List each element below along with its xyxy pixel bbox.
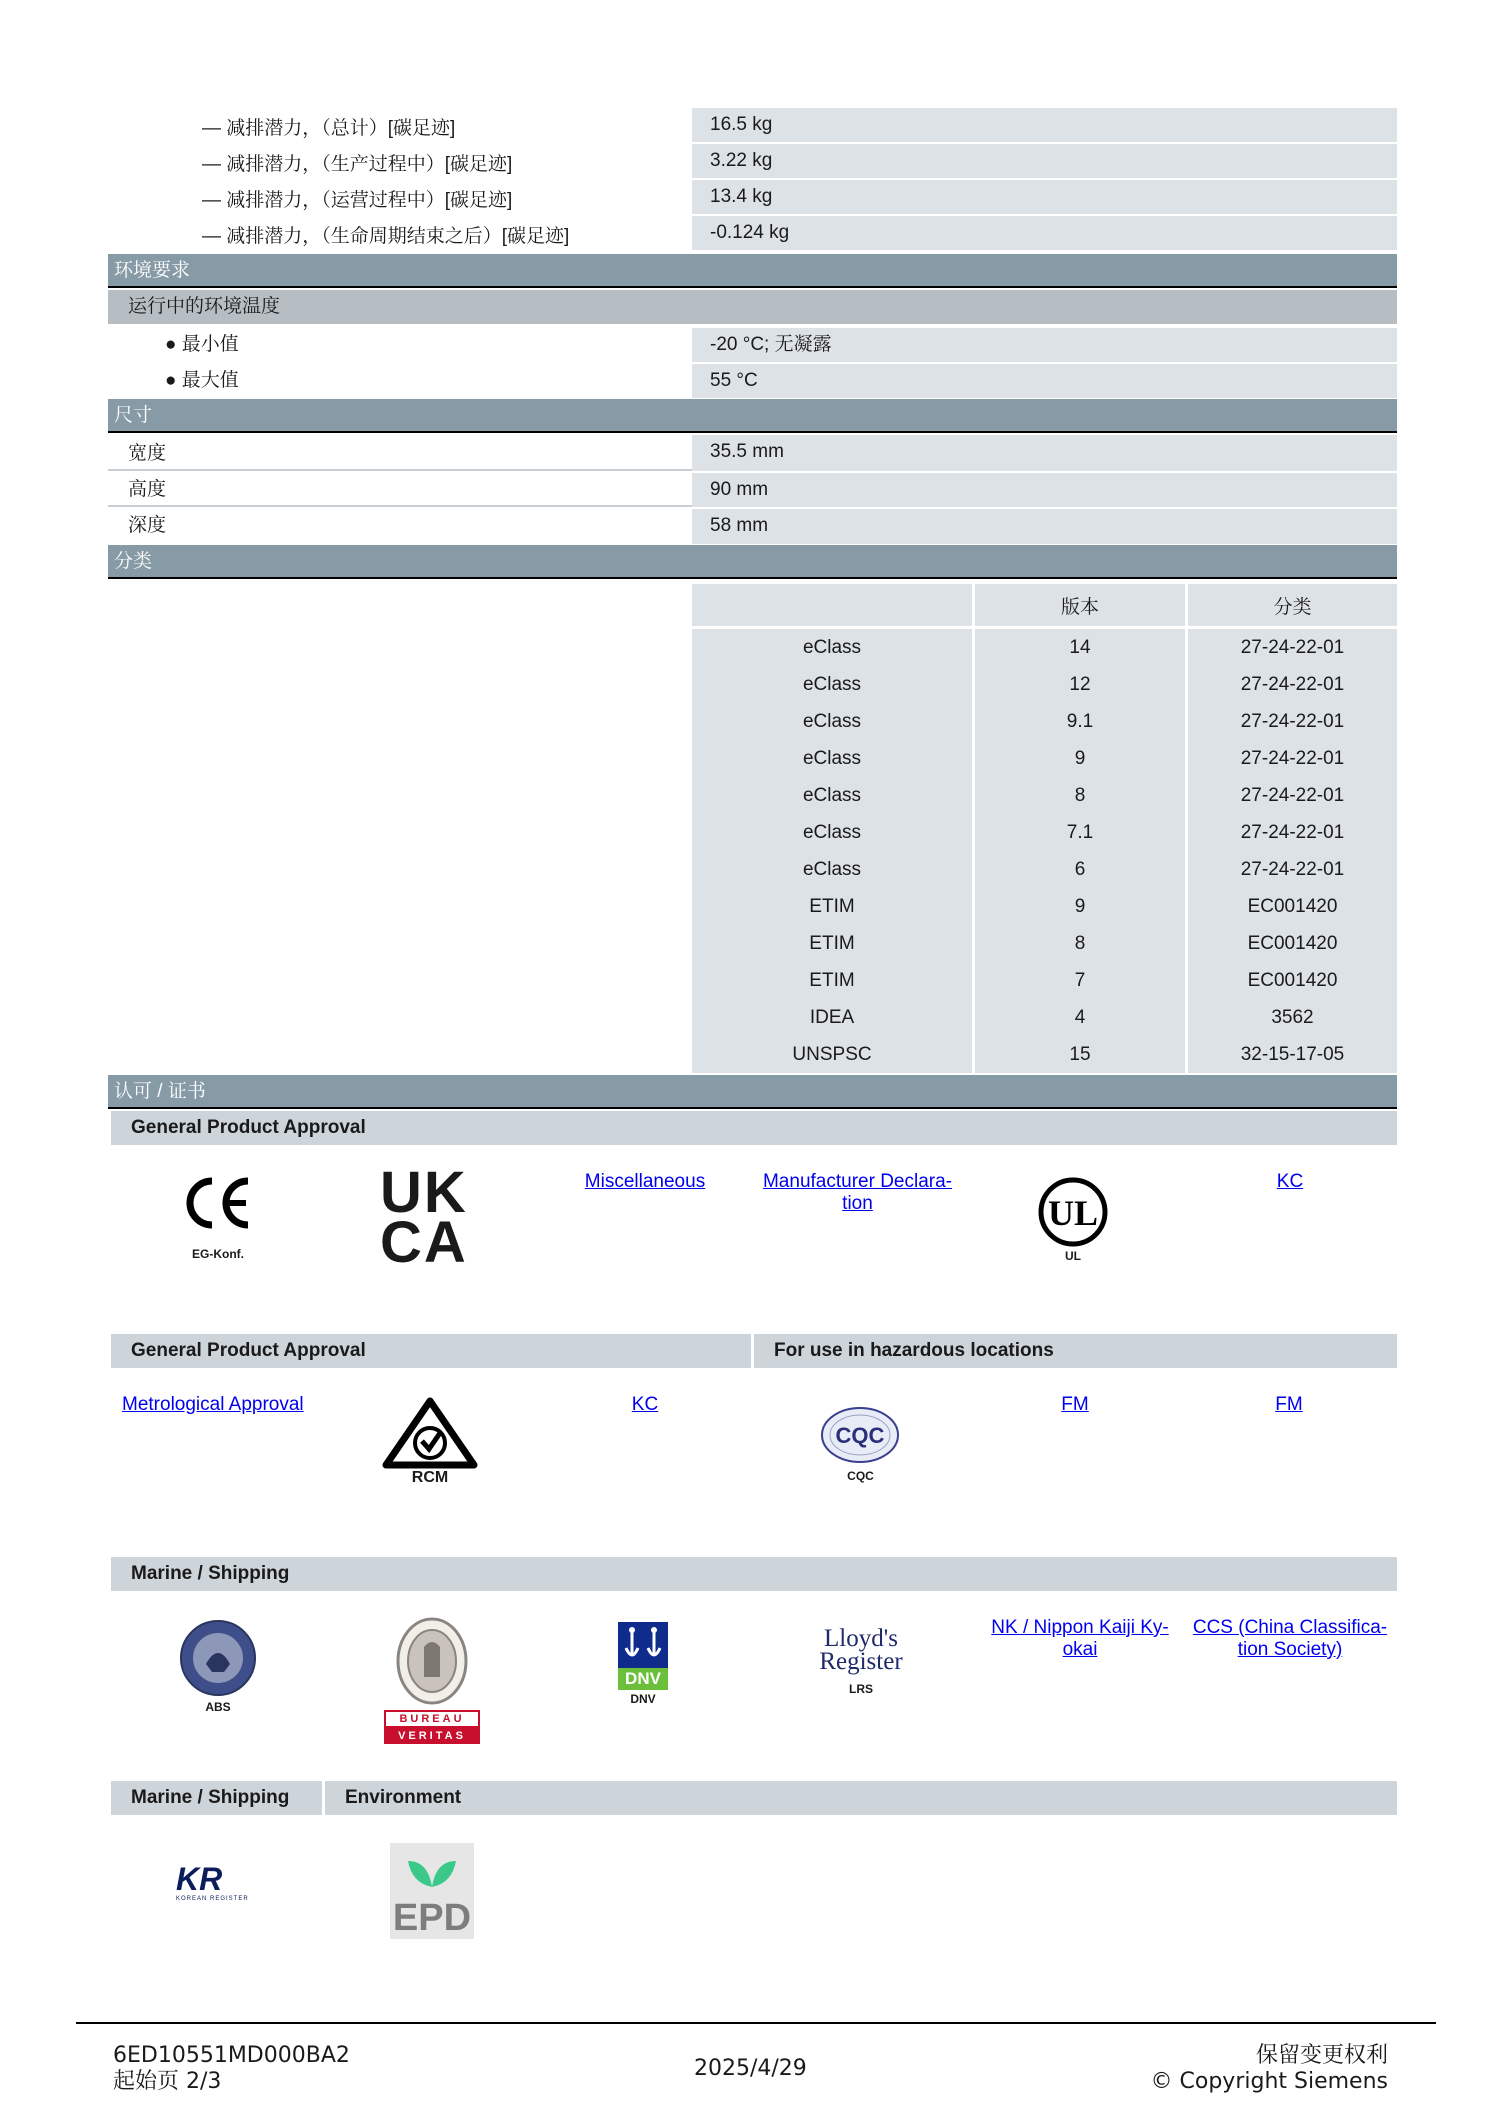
dims-height-value: 90 mm xyxy=(692,473,1397,507)
classification-standard: ETIM xyxy=(692,962,974,999)
classification-code: 32-15-17-05 xyxy=(1187,1036,1398,1073)
classification-standard: eClass xyxy=(692,628,974,667)
env-temp-subtitle: 运行中的环境温度 xyxy=(108,290,1397,324)
classification-version: 12 xyxy=(974,666,1187,703)
classification-table xyxy=(692,584,1397,1073)
classification-version: 8 xyxy=(974,925,1187,962)
classification-version: 9 xyxy=(974,888,1187,925)
classification-version: 4 xyxy=(974,999,1187,1036)
classification-code: 27-24-22-01 xyxy=(1187,666,1398,703)
fm-link-1[interactable]: FM xyxy=(1061,1394,1089,1415)
epd-leaf-icon xyxy=(390,1843,474,1893)
dnv-caption: DNV xyxy=(630,1692,656,1706)
nk-link-line-2: okai xyxy=(1062,1639,1098,1660)
nk-link-line-1: NK / Nippon Kaiji Ky- xyxy=(991,1617,1169,1638)
classification-version: 9.1 xyxy=(974,703,1187,740)
carbon-eol-label: — 减排潜力，（生命周期结束之后）[碳足迹] xyxy=(202,226,570,247)
carbon-operation-label: — 减排潜力，（运营过程中）[碳足迹] xyxy=(202,190,513,211)
bureau-veritas-seal-icon xyxy=(384,1617,480,1705)
footer-product-code: 6ED10551MD000BA2 xyxy=(113,2043,350,2068)
carbon-total-value: 16.5 kg xyxy=(692,108,1397,142)
ul-logo xyxy=(1033,1175,1113,1263)
ul-icon xyxy=(1033,1175,1113,1255)
carbon-eol-value: -0.124 kg xyxy=(692,216,1397,250)
classification-code: 27-24-22-01 xyxy=(1187,851,1398,888)
rcm-logo xyxy=(378,1395,482,1486)
classification-standard: eClass xyxy=(692,851,974,888)
dims-section-title: 尺寸 xyxy=(108,399,1397,433)
ukca-line-2: CA xyxy=(380,1210,468,1275)
classification-code: 27-24-22-01 xyxy=(1187,740,1398,777)
metrological-approval-link[interactable]: Metrological Approval xyxy=(122,1394,304,1415)
rcm-icon xyxy=(378,1395,482,1475)
miscellaneous-link[interactable]: Miscellaneous xyxy=(584,1171,706,1192)
approval-group-environment: Environment xyxy=(325,1781,1397,1815)
rcm-caption: RCM xyxy=(411,1469,449,1486)
dnv-wordmark: DNV xyxy=(618,1668,668,1690)
approvals-section-title: 认可 / 证书 xyxy=(108,1075,1397,1109)
col-header-version: 版本 xyxy=(974,584,1187,628)
ccs-link-line-2: tion Society) xyxy=(1237,1639,1343,1660)
bv-line-2: VERITAS xyxy=(384,1728,480,1744)
classification-header-row xyxy=(692,584,1397,628)
classification-code: 27-24-22-01 xyxy=(1187,777,1398,814)
approval-group-marine-2: Marine / Shipping xyxy=(111,1781,322,1815)
kc-link[interactable]: KC xyxy=(1276,1171,1304,1192)
dims-depth-value: 58 mm xyxy=(692,509,1397,544)
carbon-total-label: — 减排潜力，（总计）[碳足迹] xyxy=(202,118,456,139)
abs-seal-icon xyxy=(176,1620,260,1700)
classification-row xyxy=(692,851,1397,888)
kr-wordmark: KR xyxy=(176,1861,223,1897)
approval-group-general-1: General Product Approval xyxy=(111,1111,1397,1145)
carbon-production-label: — 减排潜力，（生产过程中）[碳足迹] xyxy=(202,154,513,175)
dnv-logo xyxy=(618,1622,674,1706)
dnv-anchor-icon xyxy=(618,1622,668,1668)
env-max-row xyxy=(165,364,239,398)
footer-page-number: 起始页 2/3 xyxy=(113,2069,222,2094)
carbon-production-value: 3.22 kg xyxy=(692,144,1397,178)
cqc-logo xyxy=(818,1405,903,1483)
classification-code: 27-24-22-01 xyxy=(1187,703,1398,740)
ccs-link-line-1: CCS (China Classifica- xyxy=(1192,1617,1388,1638)
class-section-title: 分类 xyxy=(108,545,1397,579)
ce-caption: EG-Konf. xyxy=(192,1247,244,1261)
classification-row xyxy=(692,962,1397,999)
ccs-china-classification-link[interactable] xyxy=(1185,1617,1395,1661)
col-header-standard xyxy=(692,584,974,628)
classification-standard: ETIM xyxy=(692,925,974,962)
classification-version: 14 xyxy=(974,628,1187,667)
ukca-line-1: UK xyxy=(380,1160,468,1225)
classification-standard: IDEA xyxy=(692,999,974,1036)
dims-depth-label: 深度 xyxy=(128,515,167,536)
mfr-link-line-2: tion xyxy=(842,1193,873,1214)
classification-code: 27-24-22-01 xyxy=(1187,628,1398,667)
classification-version: 9 xyxy=(974,740,1187,777)
env-min-label: 最小值 xyxy=(181,334,239,355)
classification-row xyxy=(692,888,1397,925)
epd-wordmark: EPD xyxy=(392,1897,472,1939)
env-min-value: -20 °C; 无凝露 xyxy=(692,328,1397,362)
classification-standard: eClass xyxy=(692,777,974,814)
dims-height-label: 高度 xyxy=(108,473,692,507)
classification-version: 15 xyxy=(974,1036,1187,1073)
bureau-veritas-logo xyxy=(384,1617,480,1745)
classification-row xyxy=(692,628,1397,667)
nk-nippon-kaiji-kyokai-link[interactable] xyxy=(980,1617,1180,1661)
footer-rights: 保留变更权利 xyxy=(1255,2043,1388,2068)
svg-text:UL: UL xyxy=(1047,1193,1099,1233)
classification-row xyxy=(692,777,1397,814)
classification-version: 6 xyxy=(974,851,1187,888)
approval-group-marine: Marine / Shipping xyxy=(111,1557,1397,1591)
kr-subtitle: KOREAN REGISTER xyxy=(176,1896,249,1902)
classification-standard: eClass xyxy=(692,740,974,777)
env-section-title: 环境要求 xyxy=(108,254,1397,288)
bullet-icon: ● xyxy=(165,370,177,391)
dims-width-label: 宽度 xyxy=(108,437,692,471)
classification-version: 8 xyxy=(974,777,1187,814)
lrs-line-2: Register xyxy=(819,1648,903,1675)
ukca-logo xyxy=(380,1160,480,1275)
classification-row xyxy=(692,666,1397,703)
bv-line-1: BUREAU xyxy=(384,1710,480,1728)
approval-group-general-2: General Product Approval xyxy=(111,1334,751,1368)
footer-copyright: © Copyright Siemens xyxy=(1150,2069,1388,2094)
footer-divider xyxy=(76,2022,1436,2024)
ul-caption: UL xyxy=(1065,1249,1081,1263)
classification-code: EC001420 xyxy=(1187,962,1398,999)
col-header-class: 分类 xyxy=(1187,584,1398,628)
env-max-label: 最大值 xyxy=(181,370,239,391)
dims-width-value: 35.5 mm xyxy=(692,435,1397,471)
cqc-icon xyxy=(818,1405,903,1465)
classification-row xyxy=(692,814,1397,851)
classification-row xyxy=(692,1036,1397,1073)
manufacturer-declaration-link[interactable] xyxy=(755,1171,960,1215)
env-min-row xyxy=(165,328,239,362)
kc-link-2[interactable]: KC xyxy=(631,1394,659,1415)
epd-logo xyxy=(390,1843,474,1939)
classification-code: EC001420 xyxy=(1187,888,1398,925)
abs-logo xyxy=(176,1620,260,1714)
ce-mark-logo xyxy=(168,1175,268,1260)
approval-group-hazardous: For use in hazardous locations xyxy=(754,1334,1397,1368)
classification-row xyxy=(692,703,1397,740)
ce-icon xyxy=(168,1175,268,1255)
bullet-icon: ● xyxy=(165,334,177,355)
classification-code: EC001420 xyxy=(1187,925,1398,962)
classification-standard: ETIM xyxy=(692,888,974,925)
classification-row xyxy=(692,740,1397,777)
classification-code: 27-24-22-01 xyxy=(1187,814,1398,851)
classification-standard: eClass xyxy=(692,703,974,740)
korean-register-logo xyxy=(176,1862,266,1902)
abs-caption: ABS xyxy=(205,1700,231,1714)
classification-code: 3562 xyxy=(1187,999,1398,1036)
lrs-line-1: Lloyd's xyxy=(824,1625,898,1652)
classification-version: 7 xyxy=(974,962,1187,999)
carbon-operation-value: 13.4 kg xyxy=(692,180,1397,214)
footer-date: 2025/4/29 xyxy=(694,2056,807,2081)
classification-standard: eClass xyxy=(692,814,974,851)
fm-link-2[interactable]: FM xyxy=(1275,1394,1303,1415)
cqc-caption: CQC xyxy=(847,1469,874,1483)
lloyds-register-logo xyxy=(816,1625,906,1696)
classification-version: 7.1 xyxy=(974,814,1187,851)
classification-row xyxy=(692,999,1397,1036)
svg-text:CQC: CQC xyxy=(835,1423,885,1448)
env-max-value: 55 °C xyxy=(692,364,1397,398)
classification-row xyxy=(692,925,1397,962)
mfr-link-line-1: Manufacturer Declara- xyxy=(762,1171,953,1192)
lrs-caption: LRS xyxy=(849,1682,873,1696)
classification-standard: eClass xyxy=(692,666,974,703)
classification-standard: UNSPSC xyxy=(692,1036,974,1073)
